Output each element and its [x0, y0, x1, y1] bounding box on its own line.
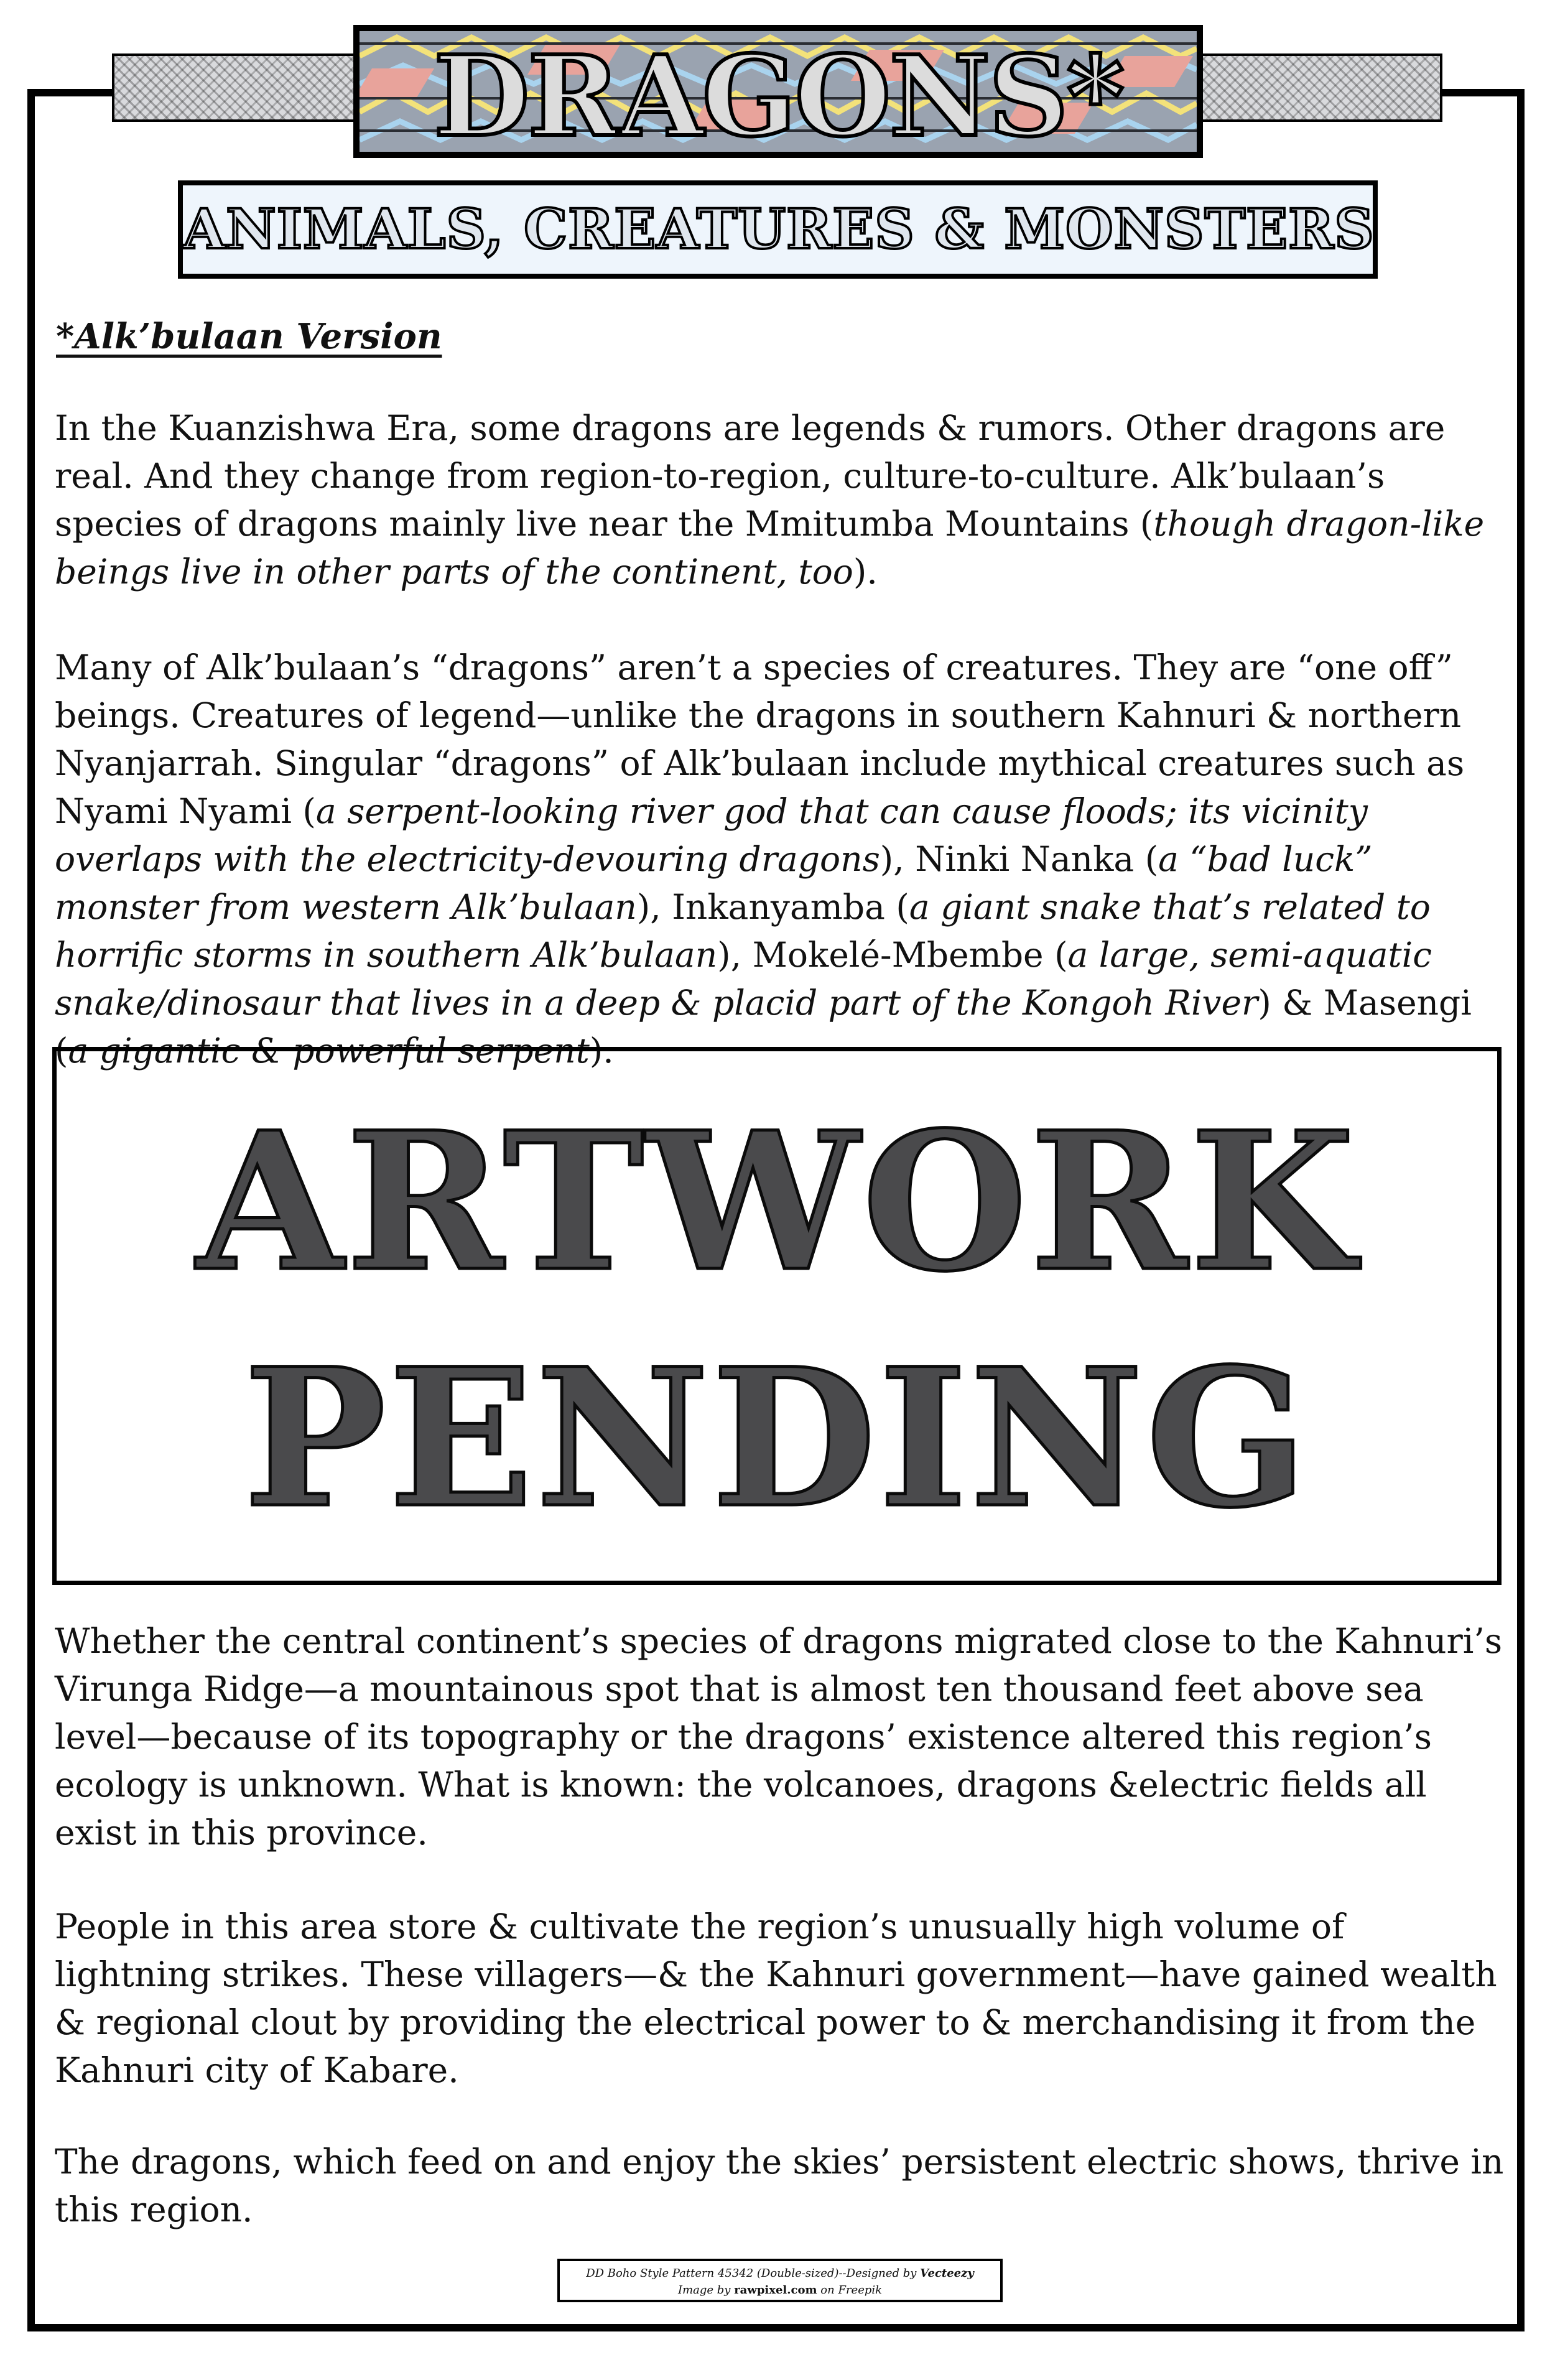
- dragons-thrive-paragraph: The dragons, which feed on and enjoy the skies’ persistent electric shows, thrive in this region.: [55, 2142, 1504, 2229]
- intro-italic-1: though dragon-like beings live in other parts of the continent, too: [55, 504, 1485, 592]
- subtitle-banner: [178, 180, 1378, 279]
- legends-text-4: ), Mokelé-Mbembe (: [717, 935, 1068, 975]
- legends-text-5: ) & Masengi (: [55, 983, 1472, 1071]
- legends-italic-1: a serpent-looking river god that can cause floods; its vicinity overlaps with the electricity-devouring dragons: [55, 791, 1368, 879]
- legends-italic-5: a gigantic & powerful serpent: [68, 1031, 590, 1071]
- legends-text-1: Many of Alk’bulaan’s “dragons” aren’t a species of creatures. They are “one off” beings. Creatures of legend—unlike the dragons in southern Kahnuri & northern Nyanjarrah. Singular “dragons” of Alk’bulaan include mythical creatures such as Nyami Nyami (: [55, 648, 1465, 831]
- credit-line-2: Image by rawpixel.com on Freepik: [677, 2284, 883, 2297]
- artwork-line-1: ARTWORK: [196, 1090, 1358, 1313]
- page-title: DRAGONS*: [434, 31, 1123, 158]
- villagers-paragraph: People in this area store & cultivate the region’s unusually high volume of lightning strikes. These villagers—& the Kahnuri government—have gained wealth & regional clout by providing the electrical power to & merchandising it from the Kahnuri city of Kabare.: [55, 1907, 1497, 2090]
- legends-text-3: ), Inkanyamba (: [636, 887, 909, 927]
- legends-paragraph: [55, 644, 1504, 1075]
- intro-paragraph: [55, 404, 1504, 596]
- version-label: *Alk’bulaan Version: [56, 316, 442, 357]
- intro-text-1: In the Kuanzishwa Era, some dragons are legends & rumors. Other dragons are real. And they change from region-to-region, culture-to-culture. Alk’bulaan’s species of dragons mainly live near the Mmitumba Mountains (: [55, 408, 1446, 544]
- legends-italic-4: a large, semi-aquatic snake/dinosaur that lives in a deep & placid part of the Kongoh River: [55, 935, 1432, 1023]
- header-pattern-band-left: [112, 53, 358, 122]
- legends-text-2: ), Ninki Nanka (: [880, 839, 1159, 879]
- legends-text-6: ).: [589, 1031, 614, 1071]
- virunga-paragraph: Whether the central continent’s species of dragons migrated close to the Kahnuri’s Virunga Ridge—a mountainous spot that is almost ten thousand feet above sea level—because of its topography or the dragons’ existence altered this region’s ecology is unknown. What is known: the volcanoes, dragons &electric fields all exist in this province.: [55, 1621, 1503, 1852]
- legends-italic-3: a giant snake that’s related to horrific storms in southern Alk’bulaan: [55, 887, 1431, 975]
- credit-line-1: DD Boho Style Pattern 45342 (Double-sized)--Designed by Vecteezy: [586, 2267, 974, 2280]
- legends-italic-2: a “bad luck” monster from western Alk’bulaan: [55, 839, 1373, 927]
- intro-text-2: ).: [853, 552, 878, 592]
- artwork-line-2: PENDING: [243, 1327, 1311, 1550]
- credit-box: [557, 2259, 1003, 2302]
- page-subtitle: ANIMALS, CREATURES & MONSTERS: [183, 197, 1375, 261]
- title-banner: [353, 25, 1203, 158]
- header-pattern-band-right: [1197, 53, 1442, 122]
- artwork-placeholder: [52, 1047, 1502, 1585]
